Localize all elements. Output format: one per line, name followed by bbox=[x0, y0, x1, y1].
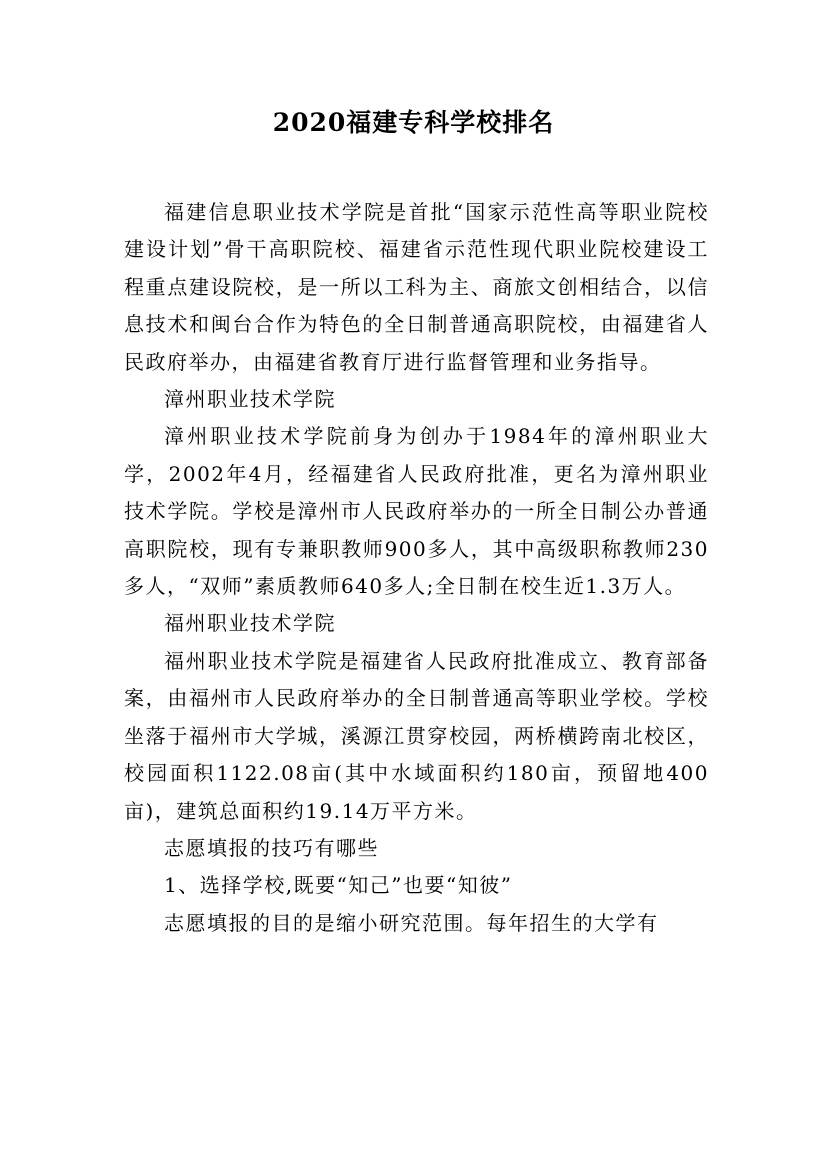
page-title: 2020福建专科学校排名 bbox=[272, 108, 555, 137]
tip-item-1: 1、选择学校,既要“知己”也要“知彼” bbox=[164, 873, 513, 898]
paragraph-fujian-information-college: 福建信息职业技术学院是首批“国家示范性高等职业院校建设计划”骨干高职院校、福建省示范性现代职业院校建设工程重点建设院校，是一所以工科为主、商旅文创相结合，以信息技术和闽台合作为特色的全日制普通高职院校，由福建省人民政府举办，由福建省教育厅进行监督管理和业务指导。 bbox=[124, 200, 709, 374]
heading-fuzhou-college: 福州职业技术学院 bbox=[164, 611, 336, 636]
heading-application-tips: 志愿填报的技巧有哪些 bbox=[164, 835, 379, 860]
paragraph-zhangzhou-college: 漳州职业技术学院前身为创办于1984年的漳州职业大学，2002年4月，经福建省人民政府批准，更名为漳州职业技术学院。学校是漳州市人民政府举办的一所全日制公办普通高职院校，现有专兼职教师900多人，其中高级职称教师230多人，“双师”素质教师640多人;全日制在校生近1.3万人。 bbox=[124, 424, 709, 599]
paragraph-fuzhou-college: 福州职业技术学院是福建省人民政府批准成立、教育部备案，由福州市人民政府举办的全日制普通高等职业学校。学校坐落于福州市大学城，溪源江贯穿校园，两桥横跨南北校区，校园面积1122.08亩(其中水域面积约180亩，预留地400亩)，建筑总面积约19.14万平方米。 bbox=[124, 648, 709, 823]
paragraph-application-purpose: 志愿填报的目的是缩小研究范围。每年招生的大学有 bbox=[164, 910, 659, 935]
heading-zhangzhou-college: 漳州职业技术学院 bbox=[164, 387, 336, 412]
document-body bbox=[124, 194, 709, 942]
